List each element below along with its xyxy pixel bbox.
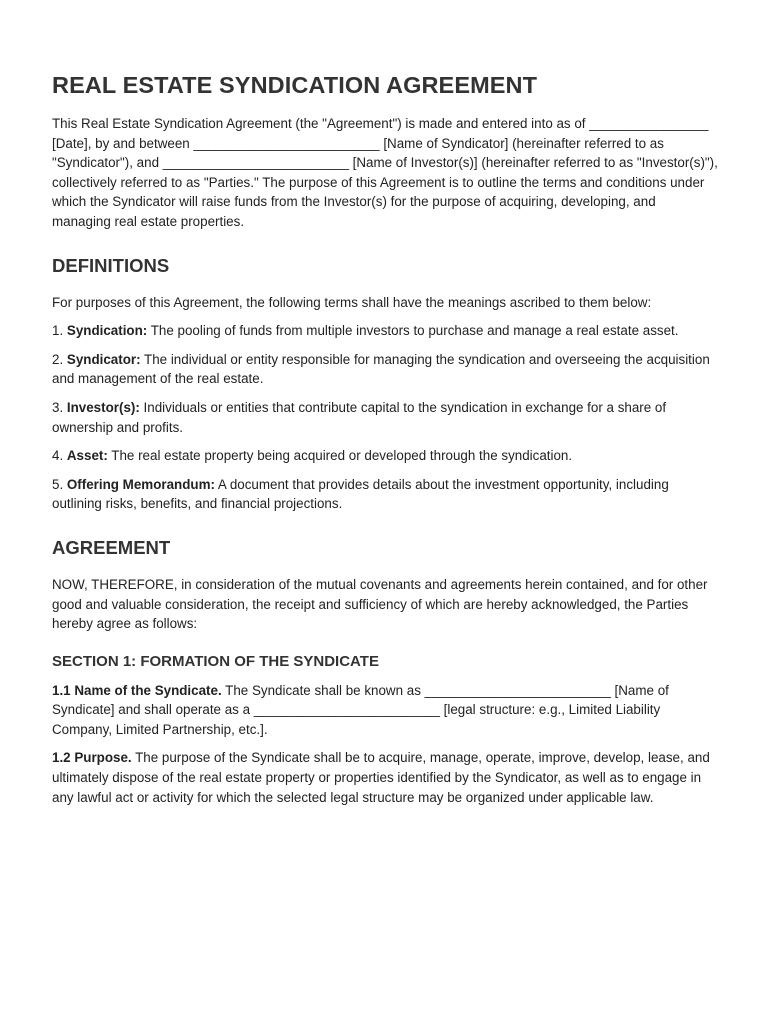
clause-1-2 xyxy=(52,748,718,807)
definition-text: The real estate property being acquired or developed through the syndication. xyxy=(107,448,573,464)
definition-item xyxy=(52,446,718,466)
section-1-heading: SECTION 1: FORMATION OF THE SYNDICATE xyxy=(52,652,379,670)
definition-term: Syndicator: xyxy=(66,351,141,367)
definition-text: A document that provides details about the investment opportunity, including outlining risks, benefits, and financial projections. xyxy=(52,476,669,512)
definition-number: 1. xyxy=(52,323,67,339)
definition-text: Individuals or entities that contribute capital to the syndication in exchange for a share of ownership and profits. xyxy=(52,399,667,435)
agreement-lead: NOW, THEREFORE, in consideration of the mutual covenants and agreements herein contained, and for other good and valuable consideration, the receipt and sufficiency of which are hereby acknowledged, the Parties hereby agree as follows: xyxy=(52,576,708,632)
clause-title: 1.1 Name of the Syndicate. xyxy=(52,682,222,698)
definition-item xyxy=(52,321,718,341)
definition-item xyxy=(52,398,718,437)
definition-text: The pooling of funds from multiple investors to purchase and manage a real estate asset. xyxy=(147,323,679,339)
definition-item xyxy=(52,350,718,389)
clause-text: The Syndicate shall be known as _________________________ [Name of Syndicate] and shall operate as a _________________________ [legal structure: e.g., Limited Liability Company, Limited Partnership, etc.]. xyxy=(52,682,669,737)
definition-term: Offering Memorandum: xyxy=(66,476,215,492)
clause-text: The purpose of the Syndicate shall be to acquire, manage, operate, improve, develop, lease, and ultimately dispose of the real estate property or properties identified by the Syndicator, as well as to engage in any lawful act or activity for which the selected legal structure may be organized under applicable law. xyxy=(52,750,710,805)
definition-number: 2. xyxy=(52,351,67,367)
definitions-heading: DEFINITIONS xyxy=(52,254,170,276)
definition-text: The individual or entity responsible for managing the syndication and overseeing the acquisition and management of the real estate. xyxy=(52,351,710,387)
clause-1-1 xyxy=(52,681,718,740)
definitions-lead: For purposes of this Agreement, the following terms shall have the meanings ascribed to them below: xyxy=(52,294,652,310)
agreement-heading: AGREEMENT xyxy=(52,536,171,558)
definition-term: Syndication: xyxy=(66,323,148,339)
definition-number: 4. xyxy=(52,448,67,464)
intro-paragraph: This Real Estate Syndication Agreement (the "Agreement") is made and entered into as of ________________ [Date], by and between _________________________ [Name of Syndicator] (hereinafter referred to as "Syndicator"), and _________________________ [Name of Investor(s)] (hereinafter referred to as "Investor(s)"), collectively referred to as "Parties." The purpose of this Agreement is to outline the terms and conditions under which the Syndicator will raise funds from the Investor(s) for the purpose of acquiring, developing, and managing real estate properties. xyxy=(52,116,718,229)
definition-number: 5. xyxy=(52,476,67,492)
definition-term: Asset: xyxy=(66,448,108,464)
definition-number: 3. xyxy=(52,399,67,415)
clause-title: 1.2 Purpose. xyxy=(52,750,132,766)
definition-item xyxy=(52,475,718,514)
definition-term: Investor(s): xyxy=(66,399,140,415)
document-title: REAL ESTATE SYNDICATION AGREEMENT xyxy=(52,72,538,98)
